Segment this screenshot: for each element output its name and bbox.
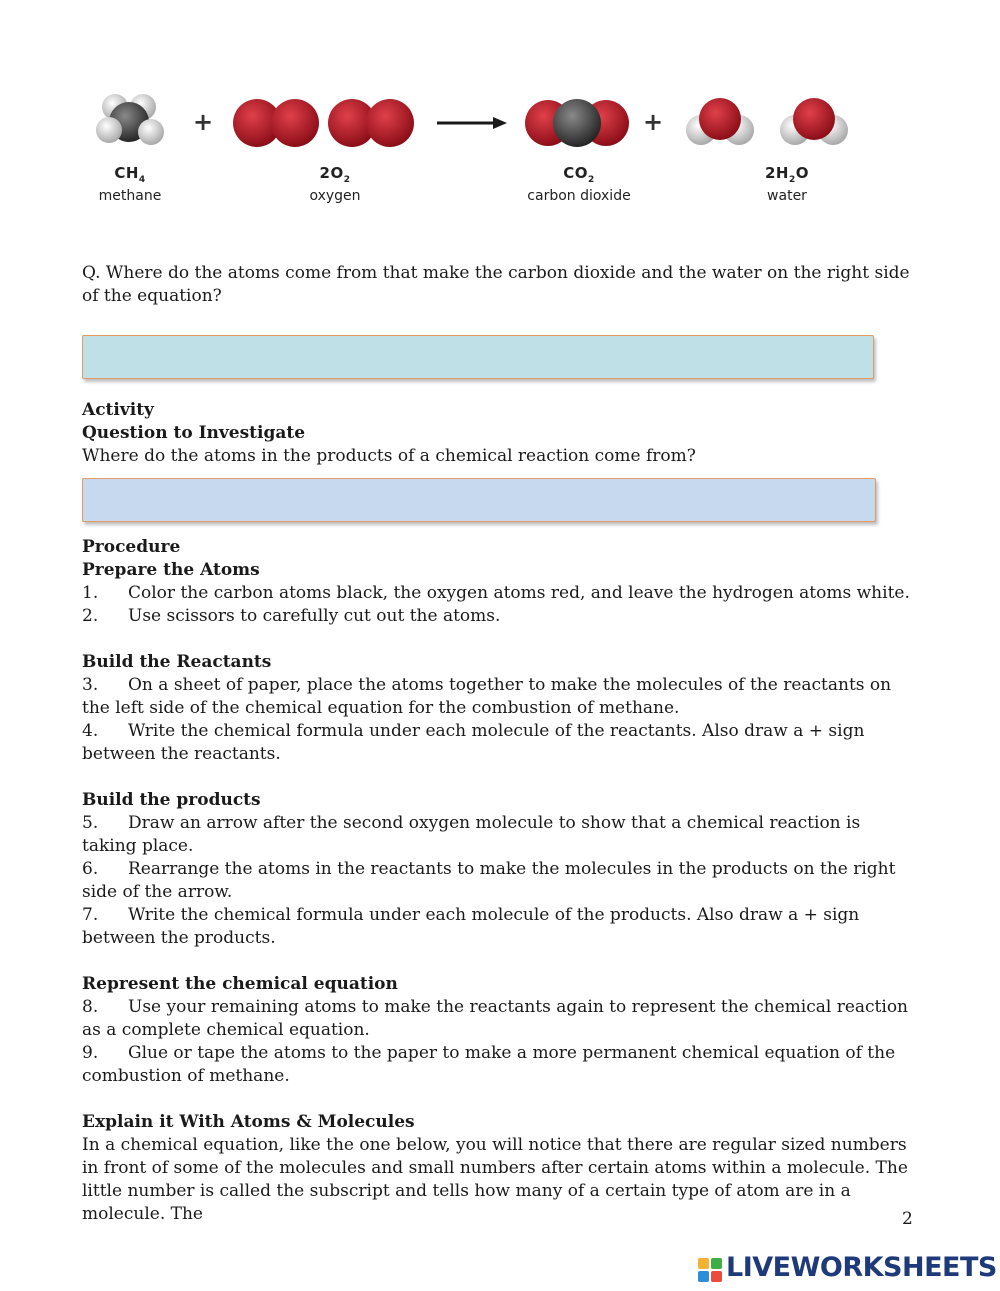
oxygen-molecule-1 <box>233 99 319 147</box>
carbon-dioxide-formula: $CO_2$ <box>563 164 595 185</box>
procedure-block <box>82 536 912 1226</box>
water-formula: $2H_2O$ <box>764 164 810 185</box>
answer-input-1[interactable] <box>82 335 874 379</box>
answer-input-2[interactable] <box>82 478 876 522</box>
step-6: 6. Rearrange the atoms in the reactants to make the molecules in the products on the right side of the arrow. <box>82 859 896 902</box>
water-molecule-1 <box>686 98 754 145</box>
step-5: 5. Draw an arrow after the second oxygen molecule to show that a chemical reaction is taking place. <box>82 813 861 856</box>
liveworksheets-logo <box>698 1252 997 1283</box>
oxygen-molecule-2 <box>328 99 414 147</box>
activity-heading: Activity <box>82 400 154 420</box>
methane-label: $CH_4$ methane <box>95 164 165 204</box>
reaction-arrow <box>437 117 507 129</box>
question-block <box>82 262 912 308</box>
section-title-reactants: Build the Reactants <box>82 652 272 672</box>
investigate-question: Where do the atoms in the products of a chemical reaction come from? <box>82 446 696 466</box>
section-title-products: Build the products <box>82 790 261 810</box>
step-3: 3. On a sheet of paper, place the atoms together to make the molecules of the reactants on the left side of the chemical equation for the combustion of methane. <box>82 675 892 718</box>
carbon-dioxide-molecule <box>525 99 629 147</box>
methane-molecule <box>96 94 164 145</box>
water-molecule-2 <box>780 98 848 145</box>
activity-block <box>82 399 912 468</box>
step-2: 2. Use scissors to carefully cut out the atoms. <box>82 606 501 626</box>
page-number: 2 <box>902 1209 913 1229</box>
section-title-prepare: Prepare the Atoms <box>82 560 260 580</box>
step-7: 7. Write the chemical formula under each molecule of the products. Also draw a + sign between the products. <box>82 905 860 948</box>
oxygen-label: $2O_2$ oxygen <box>290 164 380 204</box>
logo-text: LIVEWORKSHEETS <box>726 1252 997 1283</box>
step-4: 4. Write the chemical formula under each molecule of the reactants. Also draw a + sign between the reactants. <box>82 721 865 764</box>
step-9: 9. Glue or tape the atoms to the paper to make a more permanent chemical equation of the combustion of methane. <box>82 1043 896 1086</box>
investigate-heading: Question to Investigate <box>82 423 306 443</box>
question-text: Q. Where do the atoms come from that make the carbon dioxide and the water on the right side of the equation? <box>82 263 910 306</box>
plus-sign-1: + <box>192 108 214 136</box>
water-label: $2H_2O$ water <box>742 164 832 204</box>
explain-text: In a chemical equation, like the one below, you will notice that there are regular sized numbers in front of some of the molecules and small numbers after certain atoms within a molecule. The little number is called the subscript and tells how many of a certain type of atom are in a molecule. The <box>82 1135 908 1224</box>
step-8: 8. Use your remaining atoms to make the reactants again to represent the chemical reaction as a complete chemical equation. <box>82 997 908 1040</box>
molecule-diagram <box>95 90 885 160</box>
procedure-heading: Procedure <box>82 537 181 557</box>
section-title-represent: Represent the chemical equation <box>82 974 398 994</box>
logo-grid-icon <box>698 1258 722 1282</box>
oxygen-formula: $2O_2$ <box>319 164 351 185</box>
step-1: 1. Color the carbon atoms black, the oxygen atoms red, and leave the hydrogen atoms white. <box>82 583 910 603</box>
methane-formula: $CH_4$ <box>114 164 146 185</box>
carbon-dioxide-label: $CO_2$ carbon dioxide <box>509 164 649 204</box>
plus-sign-2: + <box>642 108 664 136</box>
explain-heading: Explain it With Atoms & Molecules <box>82 1112 415 1132</box>
methane-combustion-figure <box>95 90 885 210</box>
